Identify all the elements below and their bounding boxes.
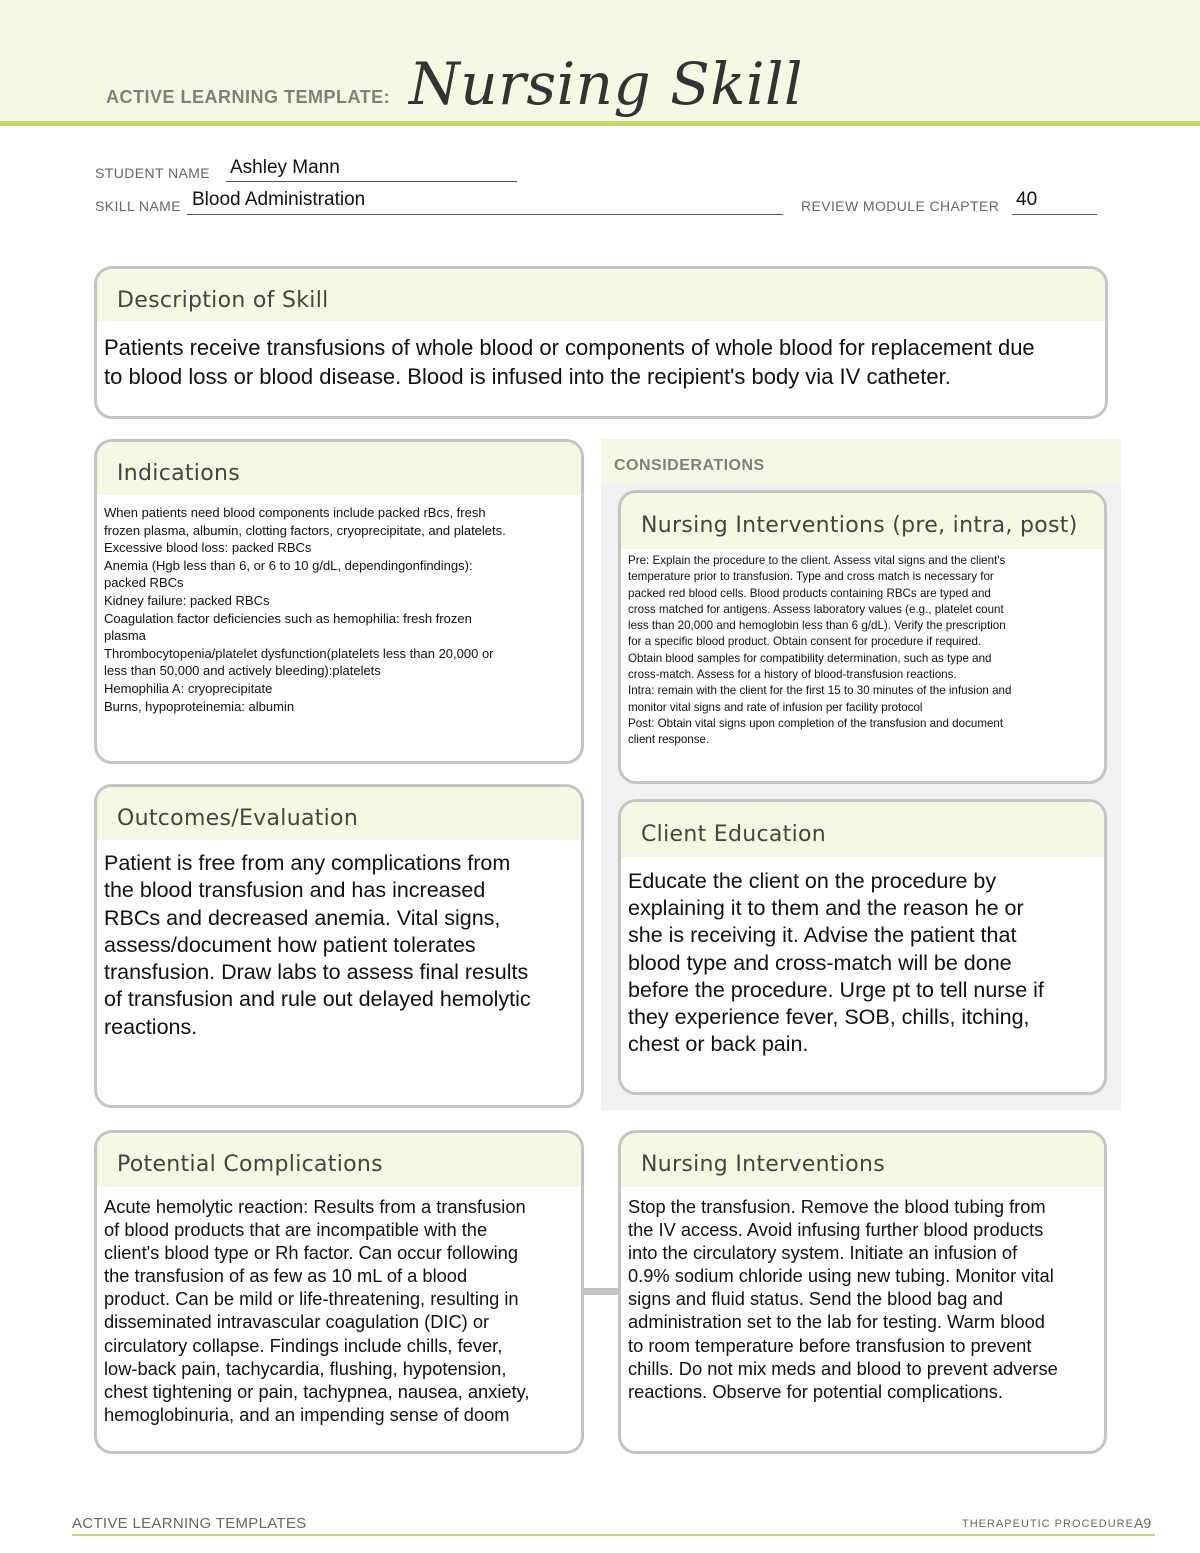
review-chapter-field[interactable]: 40 (1016, 189, 1038, 210)
text-line: into the circulatory system. Initiate an infusion of (628, 1242, 1018, 1264)
text-line: before the procedure. Urge pt to tell nurse if (628, 977, 1044, 1002)
text-line: Stop the transfusion. Remove the blood tubing from (628, 1196, 1046, 1217)
text-line: cross-match. Assess for a history of blood-transfusion reactions. (628, 668, 957, 682)
nursing-interventions-pip-box (618, 490, 1107, 784)
client-education-title: Client Education (641, 822, 827, 847)
text-line: Anemia (Hgb less than 6, or 6 to 10 g/dL, dependingonfindings): (104, 557, 473, 573)
skill-name-field[interactable]: Blood Administration (192, 189, 366, 210)
review-chapter-line (1012, 214, 1097, 215)
text-line: client's blood type or Rh factor. Can occur following (104, 1242, 519, 1264)
text-line: temperature prior to transfusion. Type and cross match is necessary for (628, 570, 994, 584)
text-line: blood type and cross-match will be done (628, 950, 1012, 975)
student-name-line (226, 181, 517, 182)
text-line: monitor vital signs and rate of infusion per facility protocol (628, 700, 923, 714)
text-line: Burns, hypoproteinemia: albumin (104, 698, 295, 714)
student-name-field[interactable]: Ashley Mann (230, 157, 340, 178)
header-rule (0, 121, 1200, 126)
text-line: administration set to the lab for testing. Warm blood (628, 1311, 1045, 1333)
footer-right: THERAPEUTIC PROCEDURE (962, 1518, 1134, 1530)
text-line: Acute hemolytic reaction: Results from a transfusion (104, 1196, 526, 1217)
nursing-interventions-pip-body (628, 553, 1098, 749)
complications-box (94, 1130, 584, 1454)
text-line: less than 20,000 and hemoglobin less than 6 g/dL). Verify the prescription (628, 619, 1006, 633)
template-label: ACTIVE LEARNING TEMPLATE: (106, 87, 391, 107)
text-line: transfusion. Draw labs to assess final results (104, 960, 529, 985)
description-body (104, 333, 1099, 391)
text-line: assess/document how patient tolerates (104, 932, 476, 957)
text-line: less than 50,000 and actively bleeding):platelets (104, 663, 381, 679)
text-line: Obtain blood samples for compatibility determination, such as type and (628, 651, 992, 665)
text-line: for a specific blood product. Obtain consent for procedure if required. (628, 635, 982, 649)
text-line: the IV access. Avoid infusing further blood products (628, 1219, 1044, 1241)
text-line: RBCs and decreased anemia. Vital signs, (104, 905, 501, 930)
text-line: of transfusion and rule out delayed hemolytic (104, 987, 531, 1012)
text-line: to blood loss or blood disease. Blood is infused into the recipient's body via IV catheter. (104, 364, 951, 389)
nursing-interventions-title: Nursing Interventions (641, 1152, 885, 1177)
text-line: hemoglobinuria, and an impending sense of doom (104, 1403, 510, 1425)
text-line: client response. (628, 733, 710, 747)
text-line: explaining it to them and the reason he or (628, 896, 1024, 921)
text-line: the transfusion of as few as 10 mL of a blood (104, 1265, 468, 1287)
text-line: Patient is free from any complications from (104, 851, 511, 875)
nursing-interventions-box (618, 1130, 1107, 1454)
client-education-body (628, 868, 1098, 1058)
text-line: reactions. Observe for potential complications. (628, 1380, 1003, 1402)
skill-name-label: SKILL NAME (95, 198, 181, 214)
text-line: chills. Do not mix meds and blood to prevent adverse (628, 1357, 1058, 1379)
text-line: 0.9% sodium chloride using new tubing. Monitor vital (628, 1265, 1054, 1287)
text-line: reactions. (104, 1014, 198, 1039)
text-line: Excessive blood loss: packed RBCs (104, 540, 312, 556)
text-line: Pre: Explain the procedure to the client. Assess vital signs and the client's (628, 554, 1006, 567)
text-line: she is receiving it. Advise the patient that (628, 923, 1017, 948)
indications-box (94, 439, 584, 764)
text-line: cross matched for antigens. Assess laboratory values (e.g., platelet count (628, 602, 1004, 616)
text-line: to room temperature before transfusion to prevent (628, 1334, 1032, 1356)
text-line: chest tightening or pain, tachypnea, nausea, anxiety, (104, 1380, 530, 1402)
description-title: Description of Skill (117, 288, 329, 313)
description-box (94, 266, 1108, 419)
text-line: product. Can be mild or life-threatening, resulting in (104, 1288, 519, 1310)
outcomes-body (104, 850, 575, 1041)
text-line: Educate the client on the procedure by (628, 869, 997, 893)
student-name-label: STUDENT NAME (95, 165, 210, 181)
skill-name-line (187, 214, 783, 215)
indications-title: Indications (117, 461, 240, 486)
text-line: Post: Obtain vital signs upon completion of the transfusion and document (628, 716, 1004, 730)
page-number: A9 (1134, 1515, 1152, 1531)
text-line: packed red blood cells. Blood products containing RBCs are typed and (628, 586, 991, 600)
text-line: Intra: remain with the client for the first 15 to 30 minutes of the infusion and (628, 684, 1012, 698)
text-line: frozen plasma, albumin, clotting factors, cryoprecipitate, and platelets. (104, 522, 506, 538)
text-line: Patients receive transfusions of whole blood or components of whole blood for replacement due (104, 335, 1035, 360)
text-line: of blood products that are incompatible with the (104, 1219, 488, 1241)
text-line: packed RBCs (104, 575, 184, 591)
text-line: Thrombocytopenia/platelet dysfunction(platelets less than 20,000 or (104, 645, 494, 661)
footer-left: ACTIVE LEARNING TEMPLATES (72, 1515, 307, 1532)
text-line: chest or back pain. (628, 1032, 809, 1057)
outcomes-title: Outcomes/Evaluation (117, 806, 359, 831)
indications-body (104, 504, 575, 715)
text-line: they experience fever, SOB, chills, itching, (628, 1005, 1030, 1030)
text-line: Coagulation factor deficiencies such as hemophilia: fresh frozen (104, 610, 472, 626)
text-line: low-back pain, tachycardia, flushing, hypotension, (104, 1357, 507, 1379)
footer-rule (72, 1534, 1155, 1536)
text-line: disseminated intravascular coagulation (DIC) or (104, 1311, 490, 1333)
text-line: plasma (104, 628, 146, 644)
outcomes-box (94, 784, 584, 1108)
text-line: the blood transfusion and has increased (104, 878, 486, 903)
text-line: signs and fluid status. Send the blood bag and (628, 1288, 1004, 1310)
client-education-box (618, 799, 1107, 1095)
complications-body (104, 1195, 575, 1426)
considerations-label: CONSIDERATIONS (614, 457, 765, 474)
text-line: Kidney failure: packed RBCs (104, 592, 270, 608)
complications-title: Potential Complications (117, 1152, 383, 1177)
text-line: When patients need blood components include packed rBcs, fresh (104, 505, 486, 520)
nursing-interventions-pip-title: Nursing Interventions (pre, intra, post) (641, 513, 1078, 538)
page-title: Nursing Skill (409, 50, 804, 118)
nursing-interventions-body (628, 1195, 1098, 1403)
text-line: Hemophilia A: cryoprecipitate (104, 680, 273, 696)
review-chapter-label: REVIEW MODULE CHAPTER (801, 198, 1000, 214)
text-line: circulatory collapse. Findings include chills, fever, (104, 1334, 503, 1356)
connector-bar (584, 1288, 620, 1295)
